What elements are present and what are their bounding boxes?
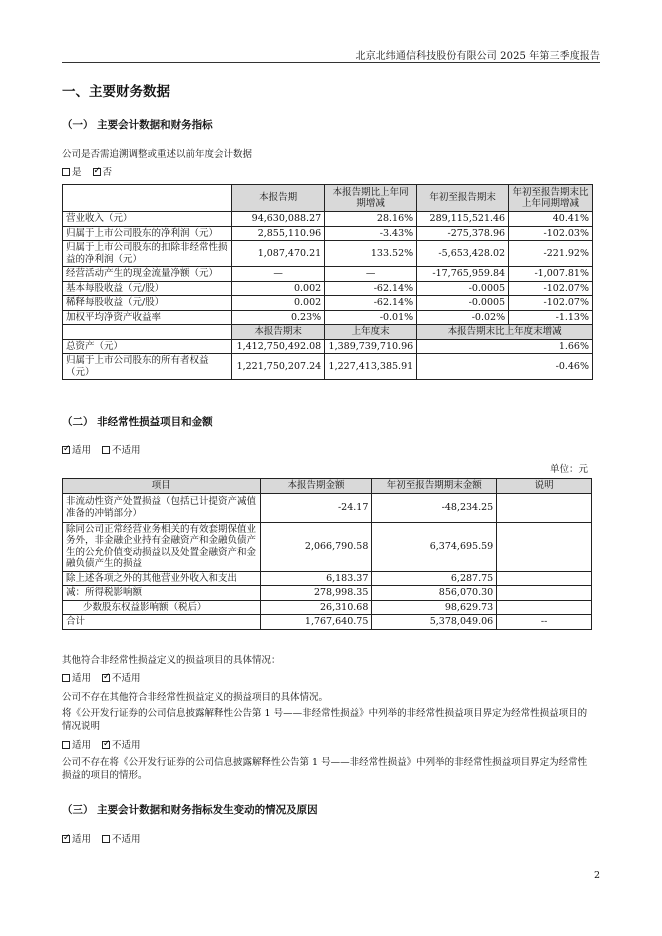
option-applicable-label: 适用	[72, 445, 92, 456]
header-divider	[62, 62, 600, 63]
cell: 1,221,750,207.24	[232, 354, 325, 380]
cell	[497, 522, 592, 571]
cell: 1,389,739,710.96	[325, 339, 417, 354]
cell: -0.46%	[417, 354, 593, 380]
option-applicable-label: 适用	[72, 673, 92, 684]
cell: 1,412,750,492.08	[232, 339, 325, 354]
row-label: 归属于上市公司股东的扣除非经常性损益的净利润（元）	[63, 241, 232, 267]
table2-header: 项目	[63, 479, 261, 494]
cell: 94,630,088.27	[232, 212, 325, 227]
table-row	[63, 296, 593, 311]
table2-header: 本报告期金额	[260, 479, 372, 494]
table1-header: 本报告期	[232, 185, 325, 212]
option-applicable-label: 适用	[72, 740, 92, 751]
table-row	[63, 339, 593, 354]
non-recurring-items-table	[62, 478, 592, 630]
cell: 0.002	[232, 281, 325, 296]
table-row	[63, 586, 592, 601]
cell: 1,227,413,385.91	[325, 354, 417, 380]
cell: 0.002	[232, 296, 325, 311]
row-label: 稀释每股收益（元/股）	[63, 296, 232, 311]
cell: -0.02%	[417, 310, 509, 325]
cell: 40.41%	[509, 212, 593, 227]
checkbox-applicable-checked-icon	[62, 835, 70, 843]
table-row	[63, 241, 593, 267]
row-label: 少数股东权益影响额（税后）	[63, 600, 261, 615]
cell	[497, 493, 592, 522]
cell	[497, 586, 592, 601]
section-title-changes-reasons: （三） 主要会计数据和财务指标发生变动的情况及原因	[62, 804, 318, 816]
checkbox-applicable-checked-icon	[62, 446, 70, 454]
cell: -102.07%	[509, 281, 593, 296]
cell: 26,310.68	[260, 600, 372, 615]
cell: 133.52%	[325, 241, 417, 267]
row-label: 归属于上市公司股东的净利润（元）	[63, 226, 232, 241]
table-row	[63, 615, 592, 630]
cell: 1,767,640.75	[260, 615, 372, 630]
cell: -0.01%	[325, 310, 417, 325]
option-no-label: 否	[102, 167, 113, 178]
checkbox-no-checked-icon	[93, 168, 101, 176]
checkbox-not-applicable-icon	[102, 446, 110, 454]
cell: —	[232, 267, 325, 282]
unit-label: 单位：元	[549, 464, 588, 475]
applicable-options-4	[62, 833, 149, 846]
checkbox-not-applicable-icon	[102, 835, 110, 843]
cell: 1,087,470.21	[232, 241, 325, 267]
table-row	[63, 571, 592, 586]
cell: 2,855,110.96	[232, 226, 325, 241]
cell: -275,378.96	[417, 226, 509, 241]
restate-question: 公司是否需追溯调整或重述以前年度会计数据	[62, 149, 253, 160]
cell: 5,378,049.06	[372, 615, 497, 630]
table-row	[63, 310, 593, 325]
table-row	[63, 493, 592, 522]
cell: -48,234.25	[372, 493, 497, 522]
checkbox-not-applicable-checked-icon	[102, 674, 110, 682]
key-financial-data-table	[62, 184, 593, 380]
cell: -62.14%	[325, 281, 417, 296]
cell: 856,070.30	[372, 586, 497, 601]
row-label: 加权平均净资产收益率	[63, 310, 232, 325]
table-row	[63, 354, 593, 380]
option-not-applicable-label: 不适用	[112, 673, 141, 684]
note-other-items: 其他符合非经常性损益定义的损益项目的具体情况：	[62, 655, 281, 666]
cell: 28.16%	[325, 212, 417, 227]
cell: --	[497, 615, 592, 630]
table-row	[63, 212, 593, 227]
row-label: 归属于上市公司股东的所有者权益（元）	[63, 354, 232, 380]
cell: -62.14%	[325, 296, 417, 311]
cell: -102.07%	[509, 296, 593, 311]
restate-options	[62, 166, 120, 179]
row-label: 除同公司正常经营业务相关的有效套期保值业务外，非金融企业持有金融资产和金融负债产生的公允价值变动损益以及处置金融资产和金融负债产生的损益	[63, 522, 261, 571]
applicable-options-2	[62, 672, 149, 685]
row-label: 经营活动产生的现金流量净额（元）	[63, 267, 232, 282]
cell: 6,287.75	[372, 571, 497, 586]
section-title-key-accounting-data: （一） 主要会计数据和财务指标	[62, 119, 213, 131]
cell: -0.0005	[417, 281, 509, 296]
option-yes-label: 是	[72, 167, 82, 178]
cell: 1.66%	[417, 339, 593, 354]
applicable-options-3	[62, 739, 149, 752]
cell: -3.43%	[325, 226, 417, 241]
report-header-title: 北京北纬通信科技股份有限公司 2025 年第三季度报告	[355, 51, 600, 62]
table1-header2: 上年度末	[325, 325, 417, 340]
table1-header: 本报告期比上年同期增减	[325, 185, 417, 212]
cell: -1,007.81%	[509, 267, 593, 282]
checkbox-applicable-icon	[62, 741, 70, 749]
note-reclassification-heading: 将《公开发行证券的公司信息披露解释性公告第 1 号——非经常性损益》中列举的非经常性损益项目界定为经常性损益项目的情况说明	[62, 708, 588, 732]
option-not-applicable-label: 不适用	[112, 834, 141, 845]
page-number: 2	[593, 870, 600, 881]
option-not-applicable-label: 不适用	[112, 445, 141, 456]
table-row	[63, 267, 593, 282]
cell: 289,115,521.46	[417, 212, 509, 227]
row-label: 基本每股收益（元/股）	[63, 281, 232, 296]
table1-header2: 本报告期末比上年度末增减	[417, 325, 593, 340]
table-row	[63, 522, 592, 571]
cell: -102.03%	[509, 226, 593, 241]
table2-header: 年初至报告期期末金额	[372, 479, 497, 494]
cell	[497, 571, 592, 586]
cell: -24.17	[260, 493, 372, 522]
cell: -221.92%	[509, 241, 593, 267]
table-row	[63, 226, 593, 241]
applicable-options-1	[62, 444, 149, 457]
checkbox-applicable-icon	[62, 674, 70, 682]
cell: 0.23%	[232, 310, 325, 325]
section-title-non-recurring: （二） 非经常性损益项目和金额	[62, 416, 213, 428]
row-label: 总资产（元）	[63, 339, 232, 354]
row-label: 非流动性资产处置损益（包括已计提资产减值准备的冲销部分）	[63, 493, 261, 522]
section-title-main-financial-data: 一、主要财务数据	[62, 84, 170, 100]
checkbox-not-applicable-checked-icon	[102, 741, 110, 749]
cell	[497, 600, 592, 615]
table1-header2: 本报告期末	[232, 325, 325, 340]
cell: —	[325, 267, 417, 282]
checkbox-yes-icon	[62, 168, 70, 176]
table2-header: 说明	[497, 479, 592, 494]
option-not-applicable-label: 不适用	[112, 740, 141, 751]
cell: 6,183.37	[260, 571, 372, 586]
table1-header2-blank	[63, 325, 232, 340]
row-label: 减：所得税影响额	[63, 586, 261, 601]
cell: -1.13%	[509, 310, 593, 325]
cell: 2,066,790.58	[260, 522, 372, 571]
cell: -0.0005	[417, 296, 509, 311]
row-label: 营业收入（元）	[63, 212, 232, 227]
cell: 6,374,695.59	[372, 522, 497, 571]
table1-header: 年初至报告期末比上年同期增减	[509, 185, 593, 212]
cell: -17,765,959.84	[417, 267, 509, 282]
note-no-other-items: 公司不存在其他符合非经常性损益定义的损益项目的具体情况。	[62, 692, 329, 703]
row-label: 合计	[63, 615, 261, 630]
row-label: 除上述各项之外的其他营业外收入和支出	[63, 571, 261, 586]
cell: 98,629.73	[372, 600, 497, 615]
table1-header: 年初至报告期末	[417, 185, 509, 212]
table-row	[63, 281, 593, 296]
table1-header-blank	[63, 185, 232, 212]
cell: -5,653,428.02	[417, 241, 509, 267]
cell: 278,998.35	[260, 586, 372, 601]
note-no-reclassification: 公司不存在将《公开发行证券的公司信息披露解释性公告第 1 号——非经常性损益》中列举的非经常性损益项目界定为经常性损益的项目的情形。	[62, 757, 588, 781]
option-applicable-label: 适用	[72, 834, 92, 845]
table-row	[63, 600, 592, 615]
